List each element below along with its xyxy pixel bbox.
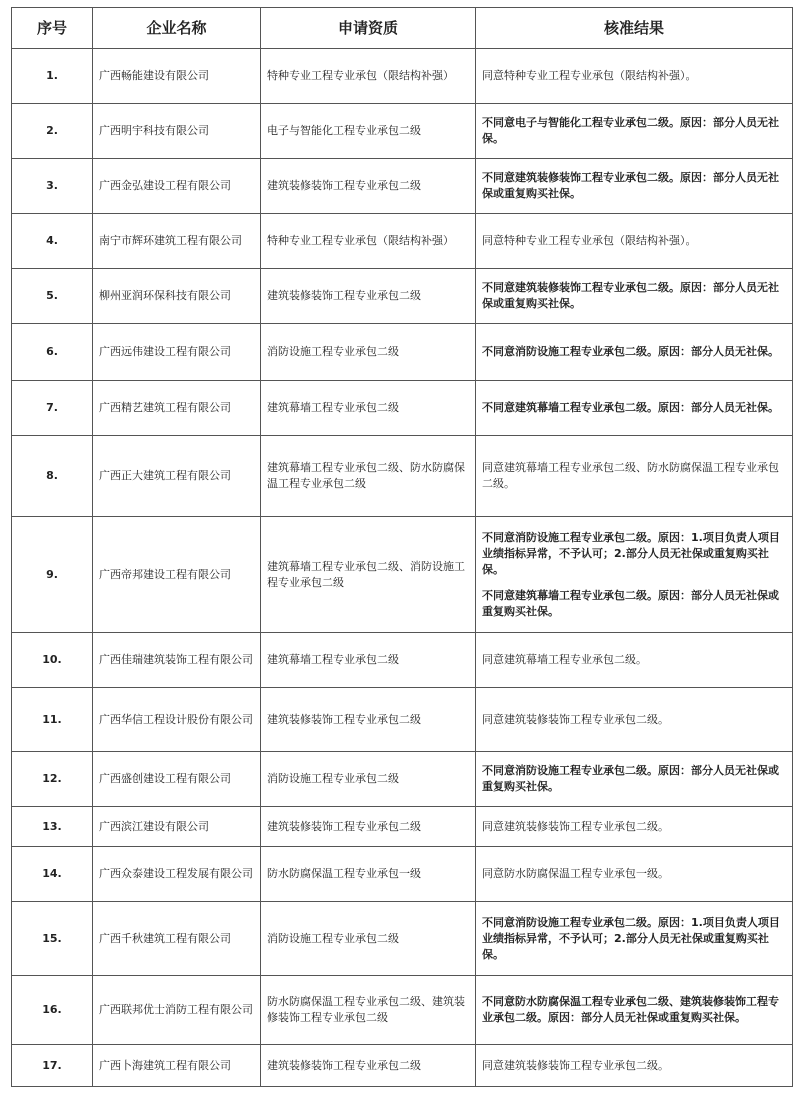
result-paragraph: 不同意防水防腐保温工程专业承包二级、建筑装修装饰工程专业承包二级。原因：部分人员无社保或重复购买社保。: [482, 995, 779, 1024]
row-company: 广西金弘建设工程有限公司: [93, 159, 261, 214]
table-row: [12, 1045, 793, 1087]
result-paragraph: 同意建筑装修装饰工程专业承包二级。: [482, 712, 669, 726]
row-company: 广西正大建筑工程有限公司: [93, 436, 261, 517]
result-paragraph: 不同意电子与智能化工程专业承包二级。原因：部分人员无社保。: [482, 116, 779, 145]
row-result: [476, 902, 793, 976]
row-serial: 17.: [12, 1045, 93, 1087]
result-paragraph: 不同意消防设施工程专业承包二级。原因：部分人员无社保。: [482, 345, 779, 358]
row-result: [476, 381, 793, 436]
result-paragraph: 不同意建筑幕墙工程专业承包二级。原因：部分人员无社保。: [482, 401, 779, 414]
row-qualification: 建筑装修装饰工程专业承包二级: [261, 159, 476, 214]
row-result: [476, 976, 793, 1045]
result-paragraph: 同意建筑幕墙工程专业承包二级、防水防腐保温工程专业承包二级。: [482, 461, 779, 490]
approval-table: [11, 7, 793, 1087]
result-paragraph: 同意建筑幕墙工程专业承包二级。: [482, 653, 647, 666]
row-result: [476, 807, 793, 847]
result-paragraph: 不同意建筑装修装饰工程专业承包二级。原因：部分人员无社保或重复购买社保。: [482, 171, 779, 200]
row-result: [476, 847, 793, 902]
row-result: [476, 633, 793, 688]
row-result: [476, 1045, 793, 1087]
table-row: [12, 324, 793, 381]
table-header-row: [12, 8, 793, 49]
table-body: [12, 49, 793, 1087]
row-qualification: 电子与智能化工程专业承包二级: [261, 104, 476, 159]
row-serial: 15.: [12, 902, 93, 976]
row-company: 广西精艺建筑工程有限公司: [93, 381, 261, 436]
paragraph-gap: [482, 578, 786, 588]
row-serial: 1.: [12, 49, 93, 104]
row-company: 广西滨江建设有限公司: [93, 807, 261, 847]
row-qualification: 消防设施工程专业承包二级: [261, 324, 476, 381]
row-serial: 10.: [12, 633, 93, 688]
table-row: [12, 752, 793, 807]
result-paragraph: 不同意建筑幕墙工程专业承包二级。原因：部分人员无社保或重复购买社保。: [482, 588, 779, 618]
row-company: 广西联邦优士消防工程有限公司: [93, 976, 261, 1045]
row-result: [476, 517, 793, 633]
row-company: 广西盛创建设工程有限公司: [93, 752, 261, 807]
row-qualification: 建筑幕墙工程专业承包二级: [261, 633, 476, 688]
row-result: [476, 324, 793, 381]
row-serial: 11.: [12, 688, 93, 752]
row-result: [476, 688, 793, 752]
result-paragraph: 不同意消防设施工程专业承包二级。原因：1.项目负责人项目业绩指标异常，不予认可；2.部分人员无社保或重复购买社保。: [482, 530, 780, 576]
result-paragraph: 同意特种专业工程专业承包（限结构补强）。: [482, 234, 697, 247]
row-serial: 13.: [12, 807, 93, 847]
row-company: 广西众泰建设工程发展有限公司: [93, 847, 261, 902]
table-row: [12, 633, 793, 688]
result-paragraph: 同意防水防腐保温工程专业承包一级。: [482, 867, 669, 880]
row-qualification: 建筑装修装饰工程专业承包二级: [261, 1045, 476, 1087]
row-result: [476, 214, 793, 269]
header-company: 企业名称: [93, 8, 261, 49]
row-serial: 6.: [12, 324, 93, 381]
result-paragraph: 同意特种专业工程专业承包（限结构补强）。: [482, 69, 697, 82]
table-row: [12, 902, 793, 976]
row-qualification: 特种专业工程专业承包（限结构补强）: [261, 214, 476, 269]
row-qualification: 特种专业工程专业承包（限结构补强）: [261, 49, 476, 104]
row-result: [476, 752, 793, 807]
row-company: 广西卜海建筑工程有限公司: [93, 1045, 261, 1087]
table-row: [12, 214, 793, 269]
row-qualification: 建筑幕墙工程专业承包二级: [261, 381, 476, 436]
row-serial: 16.: [12, 976, 93, 1045]
row-qualification: 建筑装修装饰工程专业承包二级: [261, 269, 476, 324]
row-qualification: 建筑幕墙工程专业承包二级、防水防腐保温工程专业承包二级: [261, 436, 476, 517]
row-qualification: 建筑装修装饰工程专业承包二级: [261, 688, 476, 752]
table-row: [12, 436, 793, 517]
row-result: [476, 269, 793, 324]
row-company: 广西帝邦建设工程有限公司: [93, 517, 261, 633]
row-qualification: 防水防腐保温工程专业承包二级、建筑装修装饰工程专业承包二级: [261, 976, 476, 1045]
result-paragraph: 不同意消防设施工程专业承包二级。原因：1.项目负责人项目业绩指标异常，不予认可；2.部分人员无社保或重复购买社保。: [482, 915, 780, 961]
row-result: [476, 436, 793, 517]
row-serial: 5.: [12, 269, 93, 324]
row-result: [476, 49, 793, 104]
row-qualification: 消防设施工程专业承包二级: [261, 752, 476, 807]
table-row: [12, 104, 793, 159]
row-company: 广西千秋建筑工程有限公司: [93, 902, 261, 976]
header-qualification: 申请资质: [261, 8, 476, 49]
row-serial: 14.: [12, 847, 93, 902]
table-row: [12, 688, 793, 752]
row-qualification: 防水防腐保温工程专业承包一级: [261, 847, 476, 902]
row-company: 广西佳瑞建筑装饰工程有限公司: [93, 633, 261, 688]
row-serial: 8.: [12, 436, 93, 517]
row-serial: 4.: [12, 214, 93, 269]
result-paragraph: 同意建筑装修装饰工程专业承包二级。: [482, 1058, 669, 1072]
row-result: [476, 159, 793, 214]
table-row: [12, 381, 793, 436]
result-paragraph: 不同意消防设施工程专业承包二级。原因：部分人员无社保或重复购买社保。: [482, 764, 779, 793]
row-serial: 7.: [12, 381, 93, 436]
table-row: [12, 159, 793, 214]
row-qualification: 建筑装修装饰工程专业承包二级: [261, 807, 476, 847]
header-result: 核准结果: [476, 8, 793, 49]
table-row: [12, 49, 793, 104]
table-row: [12, 847, 793, 902]
row-company: 柳州亚润环保科技有限公司: [93, 269, 261, 324]
row-company: 广西远伟建设工程有限公司: [93, 324, 261, 381]
row-serial: 3.: [12, 159, 93, 214]
table-row: [12, 807, 793, 847]
row-serial: 12.: [12, 752, 93, 807]
header-serial: 序号: [12, 8, 93, 49]
row-result: [476, 104, 793, 159]
row-serial: 2.: [12, 104, 93, 159]
result-paragraph: 同意建筑装修装饰工程专业承包二级。: [482, 819, 669, 833]
row-qualification: 建筑幕墙工程专业承包二级、消防设施工程专业承包二级: [261, 517, 476, 633]
table-row: [12, 517, 793, 633]
row-qualification: 消防设施工程专业承包二级: [261, 902, 476, 976]
row-company: 广西华信工程设计股份有限公司: [93, 688, 261, 752]
row-company: 广西明宇科技有限公司: [93, 104, 261, 159]
table-row: [12, 269, 793, 324]
row-company: 广西畅能建设有限公司: [93, 49, 261, 104]
result-paragraph: 不同意建筑装修装饰工程专业承包二级。原因：部分人员无社保或重复购买社保。: [482, 281, 779, 310]
table-row: [12, 976, 793, 1045]
row-company: 南宁市辉环建筑工程有限公司: [93, 214, 261, 269]
row-serial: 9.: [12, 517, 93, 633]
